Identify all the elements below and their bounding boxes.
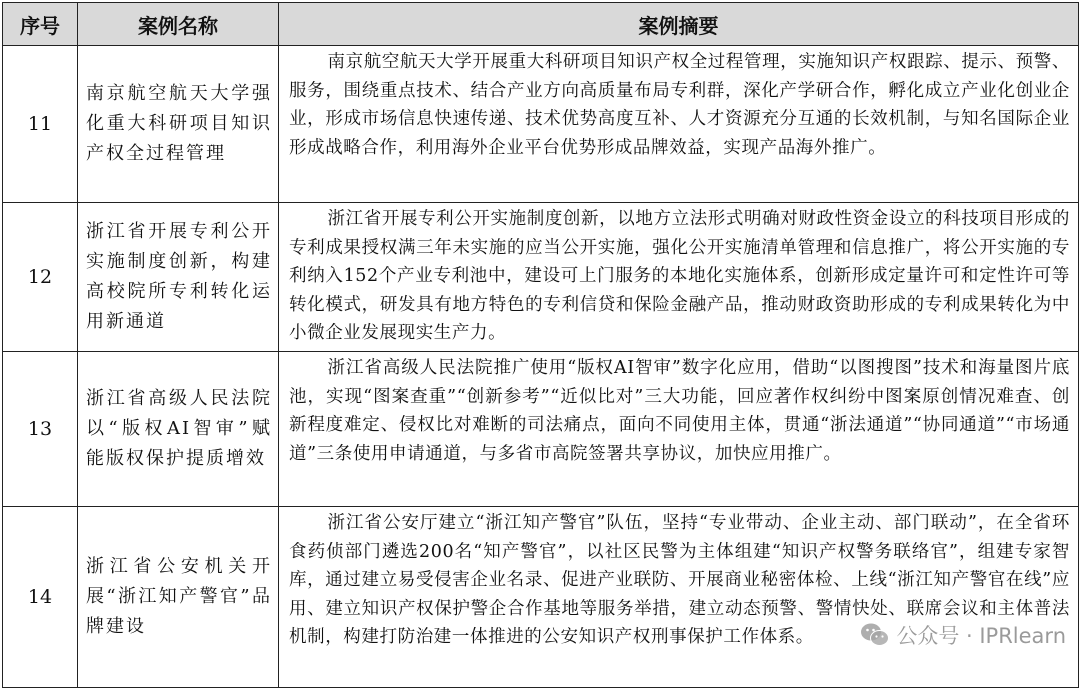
case-number: 11	[3, 46, 78, 203]
table-row	[3, 46, 1079, 203]
case-number: 12	[3, 203, 78, 352]
case-summary: 浙江省高级人民法院推广使用“版权AI智审”数字化应用，借助“以图搜图”技术和海量图片底池，实现“图案查重”“创新参考”“近似比对”三大功能，回应著作权纠纷中图案原创情况难查、创新程度难定、侵权比对难断的司法痛点，面向不同使用主体，贯通“浙法通道”“协同通道”“市场通道”三条使用申请通道，与多省市高院签署共享协议，加快应用推广。	[279, 352, 1079, 507]
case-table	[2, 2, 1079, 688]
case-summary: 浙江省公安厅建立“浙江知产警官”队伍，坚持“专业带动、企业主动、部门联动”，在全省环食药侦部门遴选200名“知产警官”，以社区民警为主体组建“知识产权警务联络官”，组建专家智库，通过建立易受侵害企业名录、促进产业联防、开展商业秘密体检、上线“浙江知产警官在线”应用、建立知识产权保护警企合作基地等服务举措，建立动态预警、警情快处、联席会议和主体普法机制，构建打防治建一体推进的公安知识产权刑事保护工作体系。	[279, 507, 1079, 688]
case-name: 浙江省开展专利公开实施制度创新，构建高校院所专利转化运用新通道	[78, 203, 279, 352]
table-row	[3, 507, 1079, 688]
wechat-icon	[860, 622, 890, 648]
case-name: 南京航空航天大学强化重大科研项目知识产权全过程管理	[78, 46, 279, 203]
header-summary: 案例摘要	[279, 3, 1079, 46]
case-name: 浙江省公安机关开展“浙江知产警官”品牌建设	[78, 507, 279, 688]
watermark-text: 公众号 · IPRlearn	[896, 624, 1066, 648]
case-summary: 南京航空航天大学开展重大科研项目知识产权全过程管理，实施知识产权跟踪、提示、预警、服务，围绕重点技术、结合产业方向高质量布局专利群，深化产学研合作，孵化成立产业化创业企业，形成市场信息快速传递、技术优势高度互补、人才资源充分互通的长效机制，与知名国际企业形成战略合作，利用海外企业平台优势形成品牌效益，实现产品海外推广。	[279, 46, 1079, 203]
case-name: 浙江省高级人民法院以“版权AI智审”赋能版权保护提质增效	[78, 352, 279, 507]
case-summary: 浙江省开展专利公开实施制度创新，以地方立法形式明确对财政性资金设立的科技项目形成的专利成果授权满三年未实施的应当公开实施，强化公开实施清单管理和信息推广，将公开实施的专利纳入152个产业专利池中，建设可上门服务的本地化实施体系，创新形成定量许可和定性许可等转化模式，研发具有地方特色的专利信贷和保险金融产品，推动财政资助形成的专利成果转化为中小微企业发展现实生产力。	[279, 203, 1079, 352]
header-name: 案例名称	[78, 3, 279, 46]
watermark	[860, 620, 1066, 650]
header-num: 序号	[3, 3, 78, 46]
table-row	[3, 352, 1079, 507]
table-row	[3, 203, 1079, 352]
case-number: 13	[3, 352, 78, 507]
case-number: 14	[3, 507, 78, 688]
header-row	[3, 3, 1079, 46]
